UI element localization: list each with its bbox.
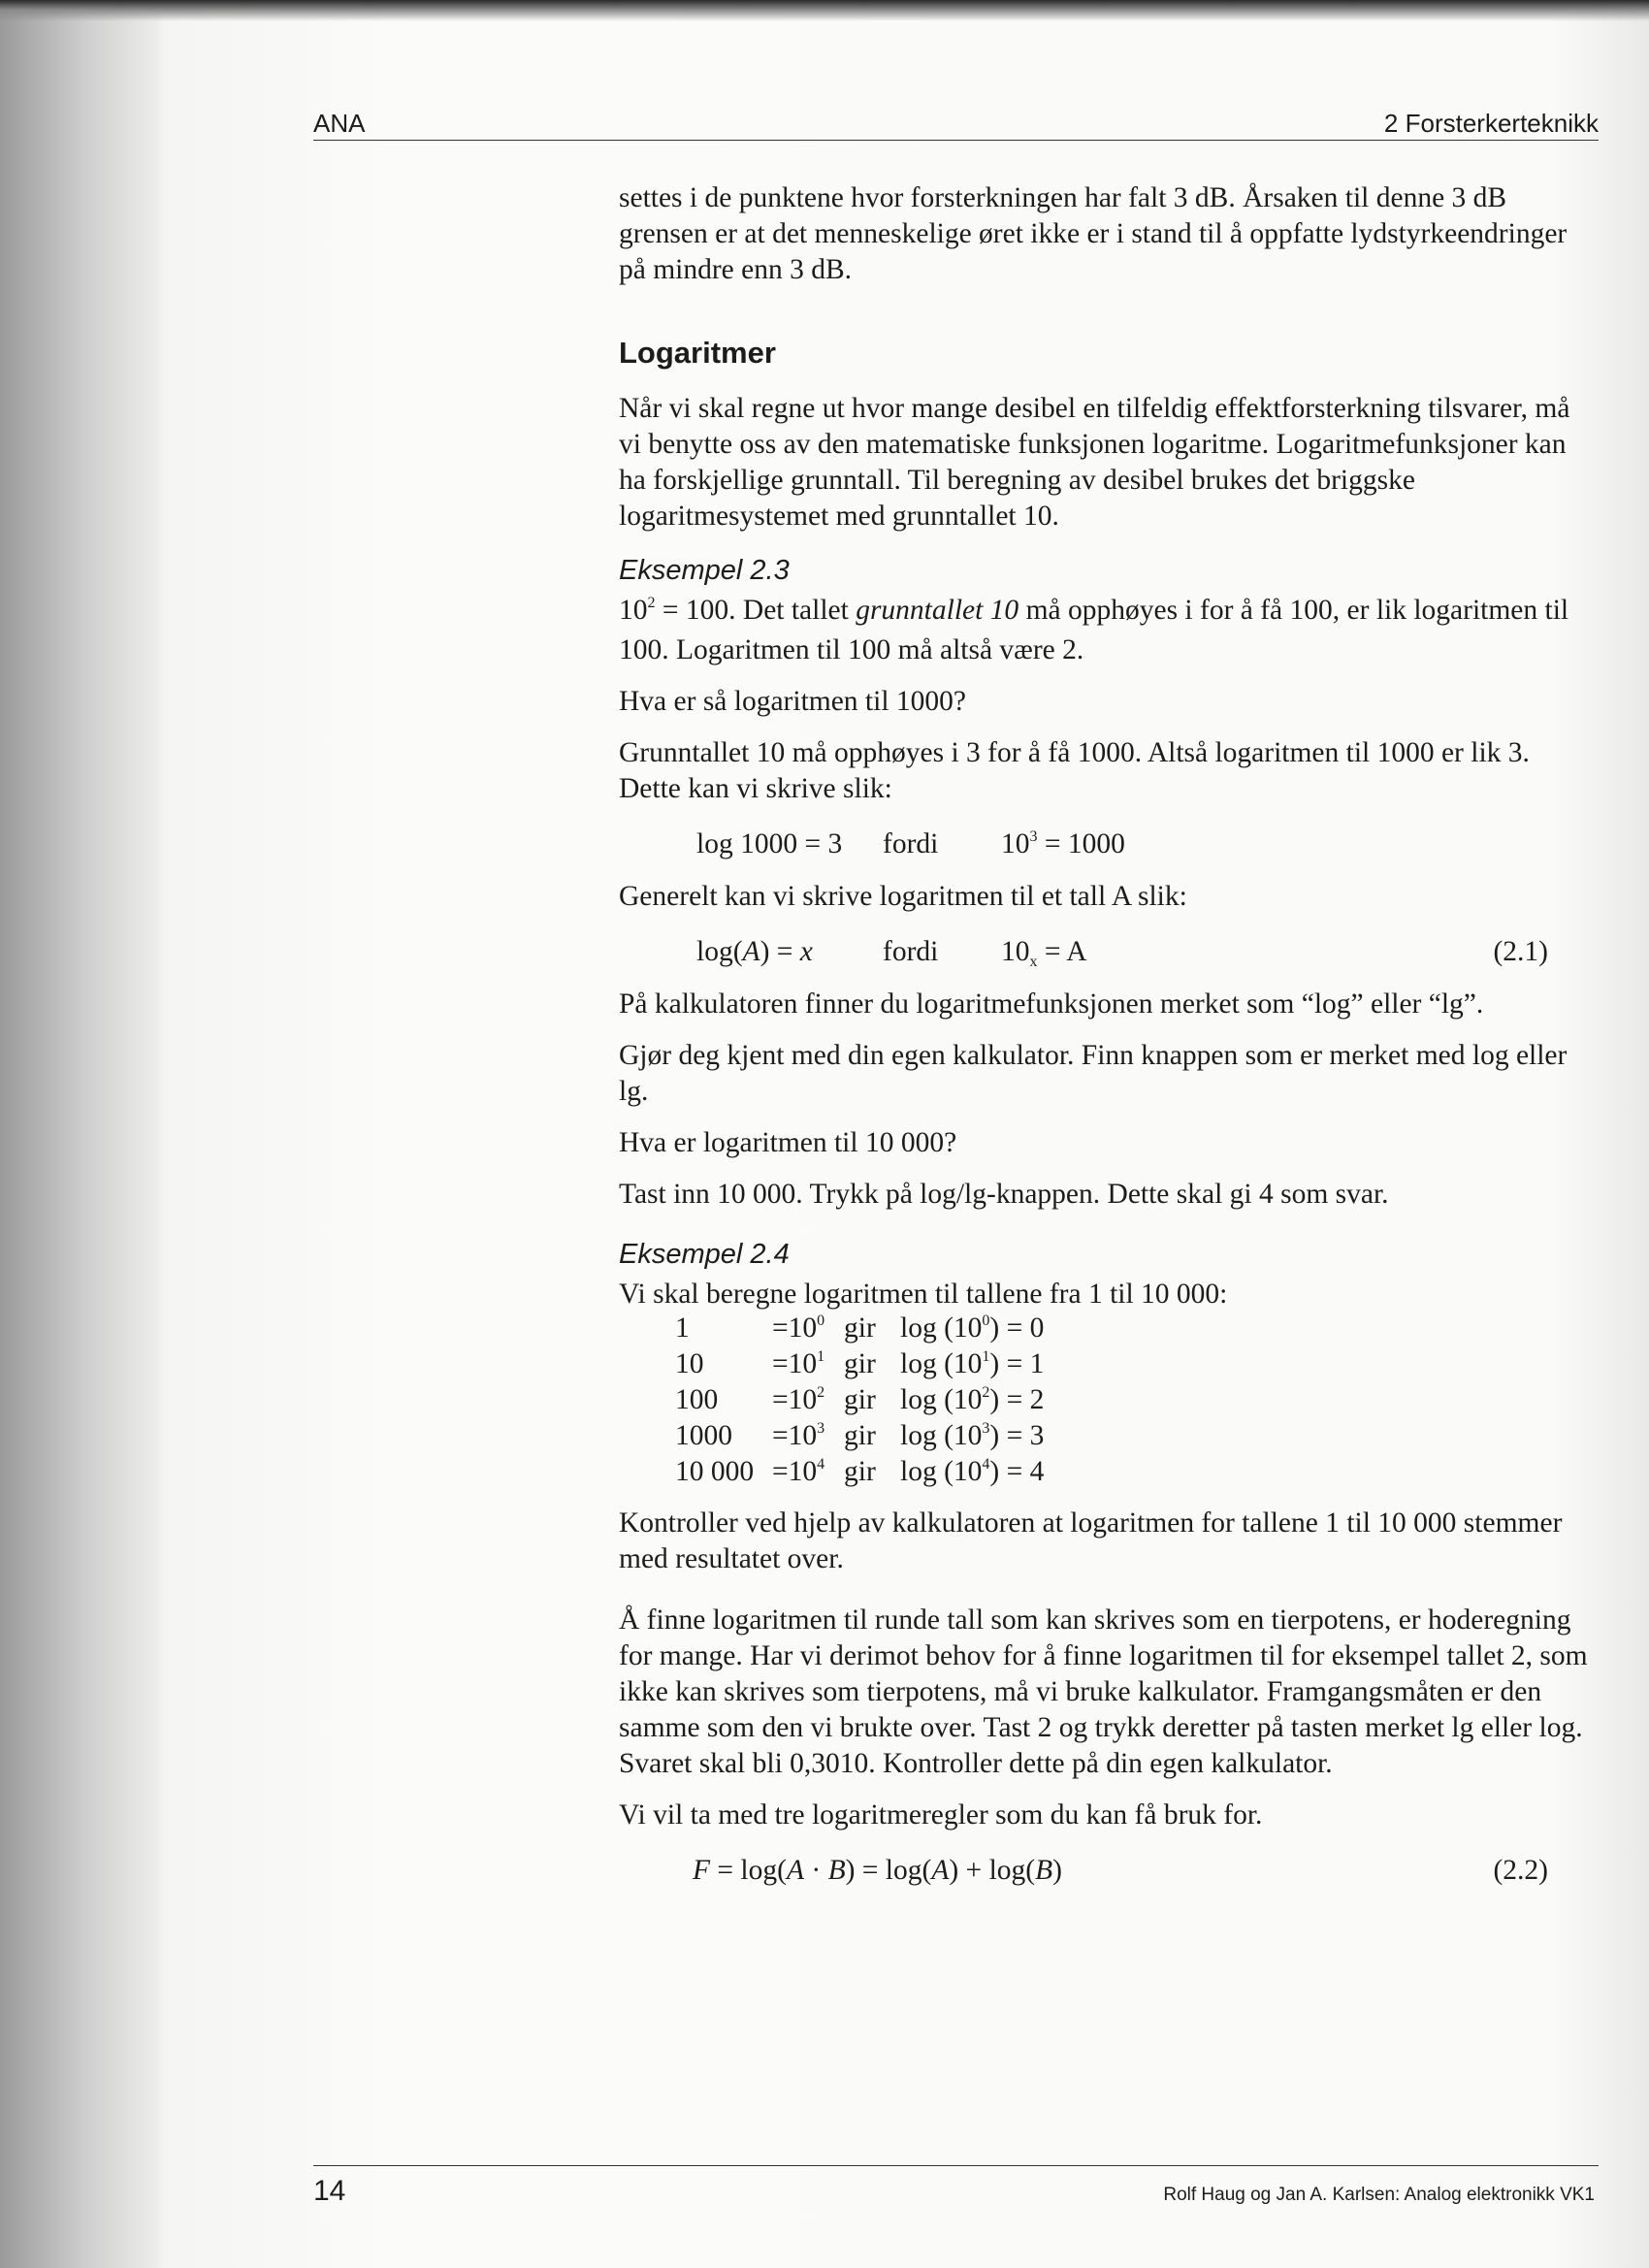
log-table-cell: $\log (10^0) = 0$ bbox=[900, 1312, 1045, 1344]
example-2-3-para3: På kalkulatoren finner du logaritmefunksjonen merket som “log” eller “lg”. bbox=[619, 988, 1484, 1020]
log-table-cell: $=10^2$ bbox=[772, 1384, 825, 1415]
log-table-cell: $=10^3$ bbox=[772, 1420, 825, 1451]
page-shadow-left bbox=[0, 0, 165, 2268]
log-table-row bbox=[675, 1312, 1094, 1348]
example-2-3-para5: Tast inn 10 000. Trykk på log/lg-knappen. Dette skal gi 4 som svar. bbox=[619, 1179, 1389, 1210]
page-shadow-top bbox=[0, 0, 1649, 21]
log-table-cell: $\log (10^4) = 4$ bbox=[900, 1456, 1045, 1487]
equation-number: (2.2) bbox=[1493, 1855, 1548, 1886]
page-number: 14 bbox=[313, 2175, 346, 2207]
example-2-3-para4: Gjør deg kjent med din egen kalkulator. Finn knappen som er merket med log eller lg. bbox=[619, 1040, 1568, 1107]
log-table-cell: $=10^4$ bbox=[772, 1456, 825, 1487]
log-table-row bbox=[675, 1384, 1094, 1420]
body-text bbox=[619, 180, 1599, 1905]
paragraph-rules: Vi vil ta med tre logaritmeregler som du kan få bruk for. bbox=[619, 1799, 1263, 1831]
log-table-cell: gir bbox=[844, 1420, 876, 1451]
example-2-4-intro: Vi skal beregne logaritmen til tallene fra 1 til 10 000: bbox=[619, 1279, 1228, 1310]
header-left: ANA bbox=[313, 109, 366, 138]
log-table-row bbox=[675, 1456, 1094, 1492]
paragraph-intro: settes i de punktene hvor forsterkningen har falt 3 dB. Årsaken til denne 3 dB grensen er at det menneskelige øret ikke er i stand til å oppfatte lydstyrkeendringer på mindre enn 3 dB. bbox=[619, 182, 1568, 285]
log-table-row bbox=[675, 1420, 1094, 1456]
log-table bbox=[675, 1312, 1094, 1492]
log-table-cell: 1000 bbox=[675, 1420, 732, 1451]
log-table-cell: 10 000 bbox=[675, 1456, 755, 1487]
section-title: Logaritmer bbox=[619, 336, 776, 370]
formula-log1000: log 1000 = 3 fordi $10^3 = 1000$ bbox=[696, 828, 1125, 859]
example-2-3-line1: $10^2 = 100$. Det tallet grunntallet 10 må opphøyes i for å få 100, er lik logaritmen til 100. Logaritmen til 100 må altså være 2. bbox=[619, 595, 1569, 665]
header-right: 2 Forsterkerteknikk bbox=[1383, 109, 1599, 138]
log-table-cell: $\log (10^1) = 1$ bbox=[900, 1348, 1045, 1379]
paragraph-log-intro: Når vi skal regne ut hvor mange desibel en tilfeldig effektforsterkning tilsvarer, må vi benytte oss av den matematiske funksjonen logaritme. Logaritmefunksjoner kan ha forskjellige grunntall. Til beregning av desibel brukes det briggske logaritmesystemet med grunntallet 10. bbox=[619, 393, 1570, 532]
formula-2-2: F = log(A · B) = log(A) + log(B) (2.2) bbox=[619, 1849, 1599, 1892]
log-table-cell: $\log (10^3) = 3$ bbox=[900, 1420, 1045, 1451]
footer-credit: Rolf Haug og Jan A. Karlsen: Analog elektronikk VK1 bbox=[1163, 2185, 1595, 2205]
example-2-3-para1: Grunntallet 10 må opphøyes i 3 for å få 1000. Altså logaritmen til 1000 er lik 3. Dette kan vi skrive slik: bbox=[619, 737, 1530, 804]
equation-number: (2.1) bbox=[1493, 936, 1548, 967]
footer-rule bbox=[313, 2165, 1599, 2166]
formula-2-1: log(A) = x fordi $10_x = A$ (2.1) bbox=[619, 930, 1599, 973]
example-2-4-title: Eksempel 2.4 bbox=[619, 1239, 790, 1270]
log-table-cell: gir bbox=[844, 1312, 876, 1344]
example-2-3-question2: Hva er logaritmen til 10 000? bbox=[619, 1127, 957, 1158]
log-table-cell: $\log (10^2) = 2$ bbox=[900, 1384, 1045, 1415]
example-2-3-question1: Hva er så logaritmen til 1000? bbox=[619, 686, 966, 717]
log-table-cell: gir bbox=[844, 1348, 876, 1379]
log-table-row bbox=[675, 1348, 1094, 1384]
log-table-cell: 100 bbox=[675, 1384, 719, 1415]
log-table-cell: gir bbox=[844, 1456, 876, 1487]
log-table-cell: 1 bbox=[675, 1312, 690, 1344]
example-2-3-para2: Generelt kan vi skrive logaritmen til et tall A slik: bbox=[619, 881, 1187, 912]
example-2-4-para1: Kontroller ved hjelp av kalkulatoren at logaritmen for tallene 1 til 10 000 stemmer med resultatet over. bbox=[619, 1507, 1563, 1574]
log-table-cell: gir bbox=[844, 1384, 876, 1415]
running-header bbox=[313, 109, 1599, 141]
log-table-cell: 10 bbox=[675, 1348, 704, 1379]
paragraph-round-numbers: Å finne logaritmen til runde tall som kan skrives som en tierpotens, er hoderegning for mange. Har vi derimot behov for å finne logaritmen til for eksempel tallet 2, som ikke kan skrives som tierpotens, må vi bruke kalkulator. Framgangsmåten er den samme som den vi brukte over. Tast 2 og trykk deretter på tasten merket lg eller log. Svaret skal bli 0,3010. Kontroller dette på din egen kalkulator. bbox=[619, 1604, 1588, 1779]
log-table-cell: $=10^1$ bbox=[772, 1348, 825, 1379]
log-table-cell: $=10^0$ bbox=[772, 1312, 825, 1344]
example-2-3-title: Eksempel 2.3 bbox=[619, 555, 790, 586]
